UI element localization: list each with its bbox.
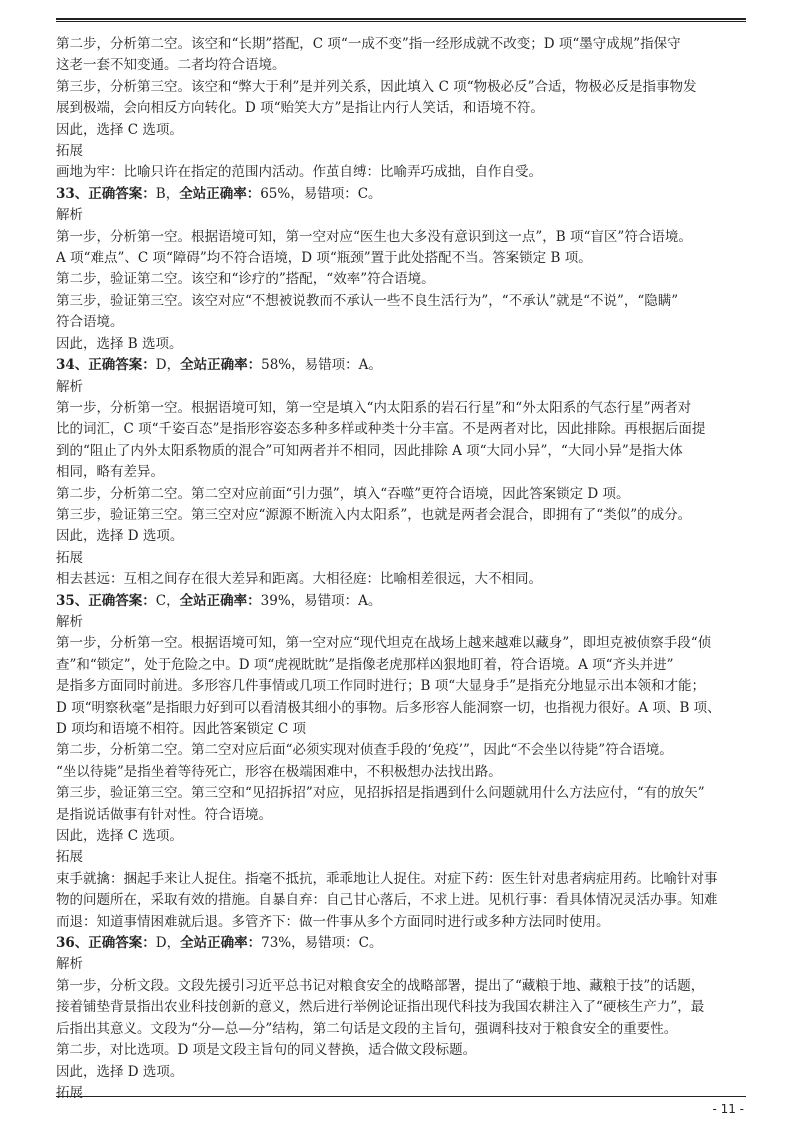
text-line: 相去甚远：互相之间存在很大差异和距离。大相径庭：比喻相差很远，大不相同。	[56, 571, 542, 588]
rate-label: 全站正确率：	[179, 592, 261, 609]
text-line: 是指说话做事有针对性。符合语境。	[56, 806, 272, 823]
text-line: 第二步，分析第二空。该空和“长期”搭配，C 项“一成不变”指一经形成就不改变；D 项“墨守成规”指保守	[56, 36, 681, 52]
answer-value: B，	[155, 185, 180, 202]
text-line: 第三步，分析第三空。该空和“弊大于利”是并列关系，因此填入 C 项“物极必反”合适，物极必反是指事物发	[56, 78, 697, 95]
rate-label: 全站正确率：	[180, 357, 262, 374]
text-line: 第二步，对比选项。D 项是文段主旨句的同义替换，适合做文段标题。	[56, 1042, 477, 1059]
header-rule-thin	[56, 21, 746, 22]
text-line: 后指出其意义。文段为“分—总—分”结构，第二句话是文段的主旨句，强调科技对于粮食安全的重要性。	[56, 1020, 678, 1037]
text-line: 因此，选择 C 选项。	[56, 828, 183, 845]
text-line: 第一步，分析文段。文段先援引习近平总书记对粮食安全的战略部署，提出了“藏粮于地、藏粮于技”的话题，	[56, 977, 705, 994]
answer-label: 正确答案：	[88, 185, 156, 202]
text-line: 物的问题所在，采取有效的措施。自暴自弃：自己甘心落后，不求上进。见机行事：看具体情况灵活办事。知难	[56, 892, 718, 909]
question-number: 36、	[56, 935, 89, 952]
text-line: 展到极端，会向相反方向转化。D 项“贻笑大方”是指让内行人笑话，和语境不符。	[56, 100, 544, 117]
header-rule	[56, 18, 746, 20]
footer-rule	[56, 1096, 746, 1097]
page-content	[56, 34, 746, 1104]
text-line: 第二步，分析第二空。第二空对应前面“引力强”，填入“吞噬”更符合语境，因此答案锁定 D 项。	[56, 485, 630, 502]
answer-value: D，	[155, 935, 181, 952]
text-line: 拓展	[56, 549, 83, 566]
answer-label: 正确答案：	[88, 592, 156, 609]
question-number: 34、	[56, 357, 89, 374]
text-line: 拓展	[56, 849, 83, 866]
text-line: 相同，略有差异。	[56, 464, 164, 481]
text-line: 束手就擒：捆起手来让人捉住。指毫不抵抗，乖乖地让人捉住。对症下药：医生针对患者病症用药。比喻针对事	[56, 870, 718, 887]
paragraph	[56, 34, 746, 77]
text-line: 第一步，分析第一空。根据语境可知，第一空对应“医生也大多没有意识到这一点”，B 项“盲区”符合语境。	[56, 228, 692, 245]
question-34-header	[56, 355, 746, 376]
extension-text: 画地为牢：比喻只许在指定的范围内活动。作茧自缚：比喻弄巧成拙，自作自受。	[56, 164, 542, 181]
analysis-heading: 解析	[56, 956, 83, 973]
text-line: 接着铺垫背景指出农业科技创新的意义，然后进行举例论证指出现代科技为我国农耕注入了“硬核生产力”，最	[56, 999, 705, 1016]
text-line: 查”和“锁定”，处于危险之中。D 项“虎视眈眈”是指像老虎那样凶狠地盯着，符合语境。A 项“齐头并进”	[56, 656, 674, 673]
question-35-header	[56, 591, 746, 612]
text-line: 拓展	[56, 1084, 83, 1101]
text-line: A 项“难点”、C 项“障碍”均不符合语境，D 项“瓶颈”置于此处搭配不当。答案锁定 B 项。	[56, 250, 592, 267]
extension-heading: 拓展	[56, 143, 83, 160]
text-line: 第三步，验证第三空。第三空和“见招拆招”对应，见招拆招是指遇到什么问题就用什么方法应付，“有的放矢”	[56, 785, 705, 802]
rate-label: 全站正确率：	[180, 935, 262, 952]
text-line: 符合语境。	[56, 314, 124, 331]
text-line: 第三步，验证第三空。该空对应“不想被说教而不承认一些不良生活行为”，“不承认”就是“不说”，“隐瞒”	[56, 292, 679, 309]
rate-value: 73%，易错项：C。	[261, 935, 383, 952]
rate-value: 58%，易错项：A。	[261, 357, 382, 374]
text-line: 第一步，分析第一空。根据语境可知，第一空对应“现代坦克在战场上越来越难以藏身”，即坦克被侦察手段“侦	[56, 635, 712, 652]
analysis-heading: 解析	[56, 207, 83, 224]
rate-value: 39%，易错项：A。	[260, 592, 382, 609]
text-line: 第二步，验证第二空。该空和“诊疗的”搭配，“效率”符合语境。	[56, 271, 435, 288]
text-line: 第二步，分析第二空。第二空对应后面“必须实现对侦查手段的‘免疫’”，因此“不会坐以待毙”符合语境。	[56, 742, 673, 759]
text-line: 因此，选择 B 选项。	[56, 335, 183, 352]
text-line: 因此，选择 D 选项。	[56, 528, 184, 545]
question-36-header	[56, 933, 746, 954]
text-line: D 项均和语境不相符。因此答案锁定 C 项	[56, 721, 307, 737]
text-line: “坐以待毙”是指坐着等待死亡，形容在极端困难中，不积极想办法找出路。	[56, 763, 502, 780]
text-line: 到的“阻止了内外太阳系物质的混合”可知两者并不相同，因此排除 A 项“大同小异”，“大同小异”是指大体	[56, 442, 683, 459]
rate-value: 65%，易错项：C。	[260, 185, 382, 202]
text-line: 因此，选择 D 选项。	[56, 1063, 184, 1080]
question-33-header	[56, 184, 746, 205]
text-line: 这老一套不知变通。二者均符合语境。	[56, 57, 286, 74]
text-line: 第三步，验证第三空。第三空对应“源源不断流入内太阳系”，也就是两者会混合，即拥有了“类似”的成分。	[56, 506, 692, 523]
conclusion-line: 因此，选择 C 选项。	[56, 121, 183, 138]
answer-label: 正确答案：	[88, 935, 156, 952]
answer-value: D，	[155, 357, 181, 374]
text-line: 而退：知道事情困难就后退。多管齐下：做一件事从多个方面同时进行或多种方法同时使用。	[56, 913, 610, 930]
rate-label: 全站正确率：	[179, 185, 261, 202]
text-line: 是指多方面同时前进。多形容几件事情或几项工作同时进行；B 项“大显身手”是指充分地显示出本领和才能；	[56, 678, 706, 695]
paragraph	[56, 77, 746, 120]
question-number: 33、	[56, 185, 89, 202]
text-line: 比的词汇，C 项“千姿百态”是指形容姿态多种多样或种类十分丰富。不是两者对比，因此排除。再根据后面提	[56, 421, 706, 438]
answer-value: C，	[155, 592, 180, 609]
page-number: - 11 -	[712, 1102, 744, 1116]
text-line: 第一步，分析第一空。根据语境可知，第一空是填入“内太阳系的岩石行星”和“外太阳系的气态行星”两者对	[56, 399, 692, 416]
question-number: 35、	[56, 592, 89, 609]
analysis-heading: 解析	[56, 613, 83, 630]
analysis-heading: 解析	[56, 378, 83, 395]
answer-label: 正确答案：	[88, 357, 156, 374]
text-line: D 项“明察秋毫”是指眼力好到可以看清极其细小的事物。后多形容人能洞察一切，也指视力很好。A 项、B 项、	[56, 699, 721, 716]
